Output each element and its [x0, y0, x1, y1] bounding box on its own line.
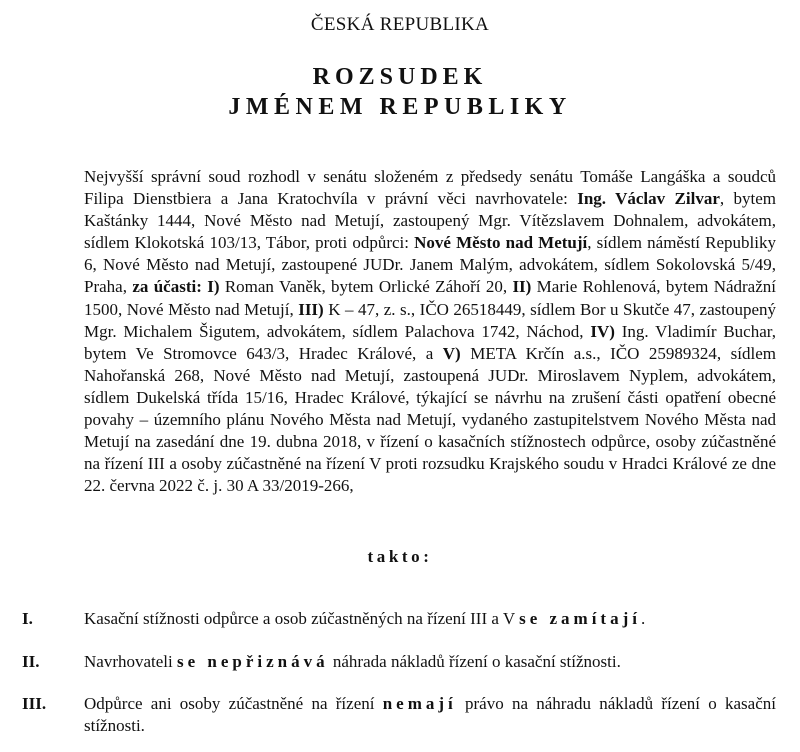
respondent-name: Nové Město nad Metují: [414, 233, 588, 253]
verdict-text: [84, 608, 776, 630]
intro-text: Roman Vaněk, bytem Orlické Záhoří 20,: [219, 277, 513, 297]
intro-text: Marie Rohlenová, bytem Nádražní 1500, Nové Město nad Metují,: [84, 277, 776, 319]
participant-marker-iii: III): [298, 299, 324, 319]
verdict-emphasis: nemají: [382, 694, 457, 713]
document-subtitle: JMÉNEM REPUBLIKY: [228, 94, 572, 120]
verdict-text: [84, 693, 776, 737]
verdict-text-before: Kasační stížnosti odpůrce a osob zúčastněných na řízení III a V: [84, 609, 520, 628]
verdict-number: II.: [22, 652, 40, 671]
document-title: ROZSUDEK: [312, 64, 488, 90]
country-heading: ČESKÁ REPUBLIKA: [310, 14, 490, 35]
takto-heading: takto:: [367, 547, 433, 566]
verdict-text-after: náhrada nákladů řízení o kasační stížnosti.: [328, 652, 621, 671]
participant-marker-iv: IV): [590, 321, 615, 341]
intro-text: Ing. Vladimír Buchar, bytem Ve Stromovce 643/3, Hradec Králové, a: [84, 321, 776, 363]
verdict-text-after: .: [640, 609, 646, 628]
participant-marker-ii: II): [512, 277, 532, 297]
verdict-text-before: Odpůrce ani osoby zúčastněné na řízení: [84, 694, 383, 713]
claimant-name: Ing. Václav Zilvar: [577, 189, 720, 209]
verdict-text: [84, 651, 776, 673]
verdict-number: I.: [22, 609, 33, 628]
verdict-text-before: Navrhovateli: [84, 652, 177, 671]
verdict-number: III.: [22, 694, 47, 713]
participants-label: za účasti: I): [132, 277, 220, 297]
verdict-text-after: právo na náhradu nákladů řízení o kasační stížnosti.: [84, 694, 776, 735]
participant-marker-v: V): [442, 343, 461, 363]
intro-text: META Krčín a.s., IČO 25989324, sídlem Nahořanská 268, Nové Město nad Metují, zastoupená JUDr. Miroslavem Nyplem, advokátem, sídlem Dukelská třída 15/16, Hradec Králové, týkající se návrhu na zrušení části opatření obecné povahy – územního plánu Nového Města nad Metují, vydaného zastupitelstvem Nového Města nad Metují na zasedání dne 19. dubna 2018, v řízení o kasačních stížnostech odpůrce, osoby zúčastněné na řízení III a osoby zúčastněné na řízení V proti rozsudku Krajského soudu v Hradci Králové ze dne 22. června 2022 č. j. 30 A 33/2019-266,: [84, 343, 776, 496]
intro-text: K – 47, z. s., IČO 26518449, sídlem Bor u Skutče 47, zastoupený Mgr. Michalem Šigutem, advokátem, sídlem Palachova 1742, Náchod,: [84, 299, 776, 341]
intro-paragraph: [84, 166, 776, 497]
intro-text: Nejvyšší správní soud rozhodl v senátu složeném z předsedy senátu Tomáše Langáška a soudců Filipa Dienstbiera a Jana Kratochvíla v právní věci navrhovatele:: [84, 167, 776, 209]
verdict-emphasis: se nepřiznává: [177, 652, 329, 671]
intro-text: , bytem Kaštánky 1444, Nové Město nad Metují, zastoupený Mgr. Vítězslavem Dohnalem, advokátem, sídlem Klokotská 103/13, Tábor, proti odpůrci:: [84, 189, 776, 253]
intro-text: , sídlem náměstí Republiky 6, Nové Město nad Metují, zastoupené JUDr. Janem Malým, advokátem, sídlem Sokolovská 5/49, Praha,: [84, 233, 776, 297]
verdict-emphasis: se zamítají: [519, 609, 641, 628]
